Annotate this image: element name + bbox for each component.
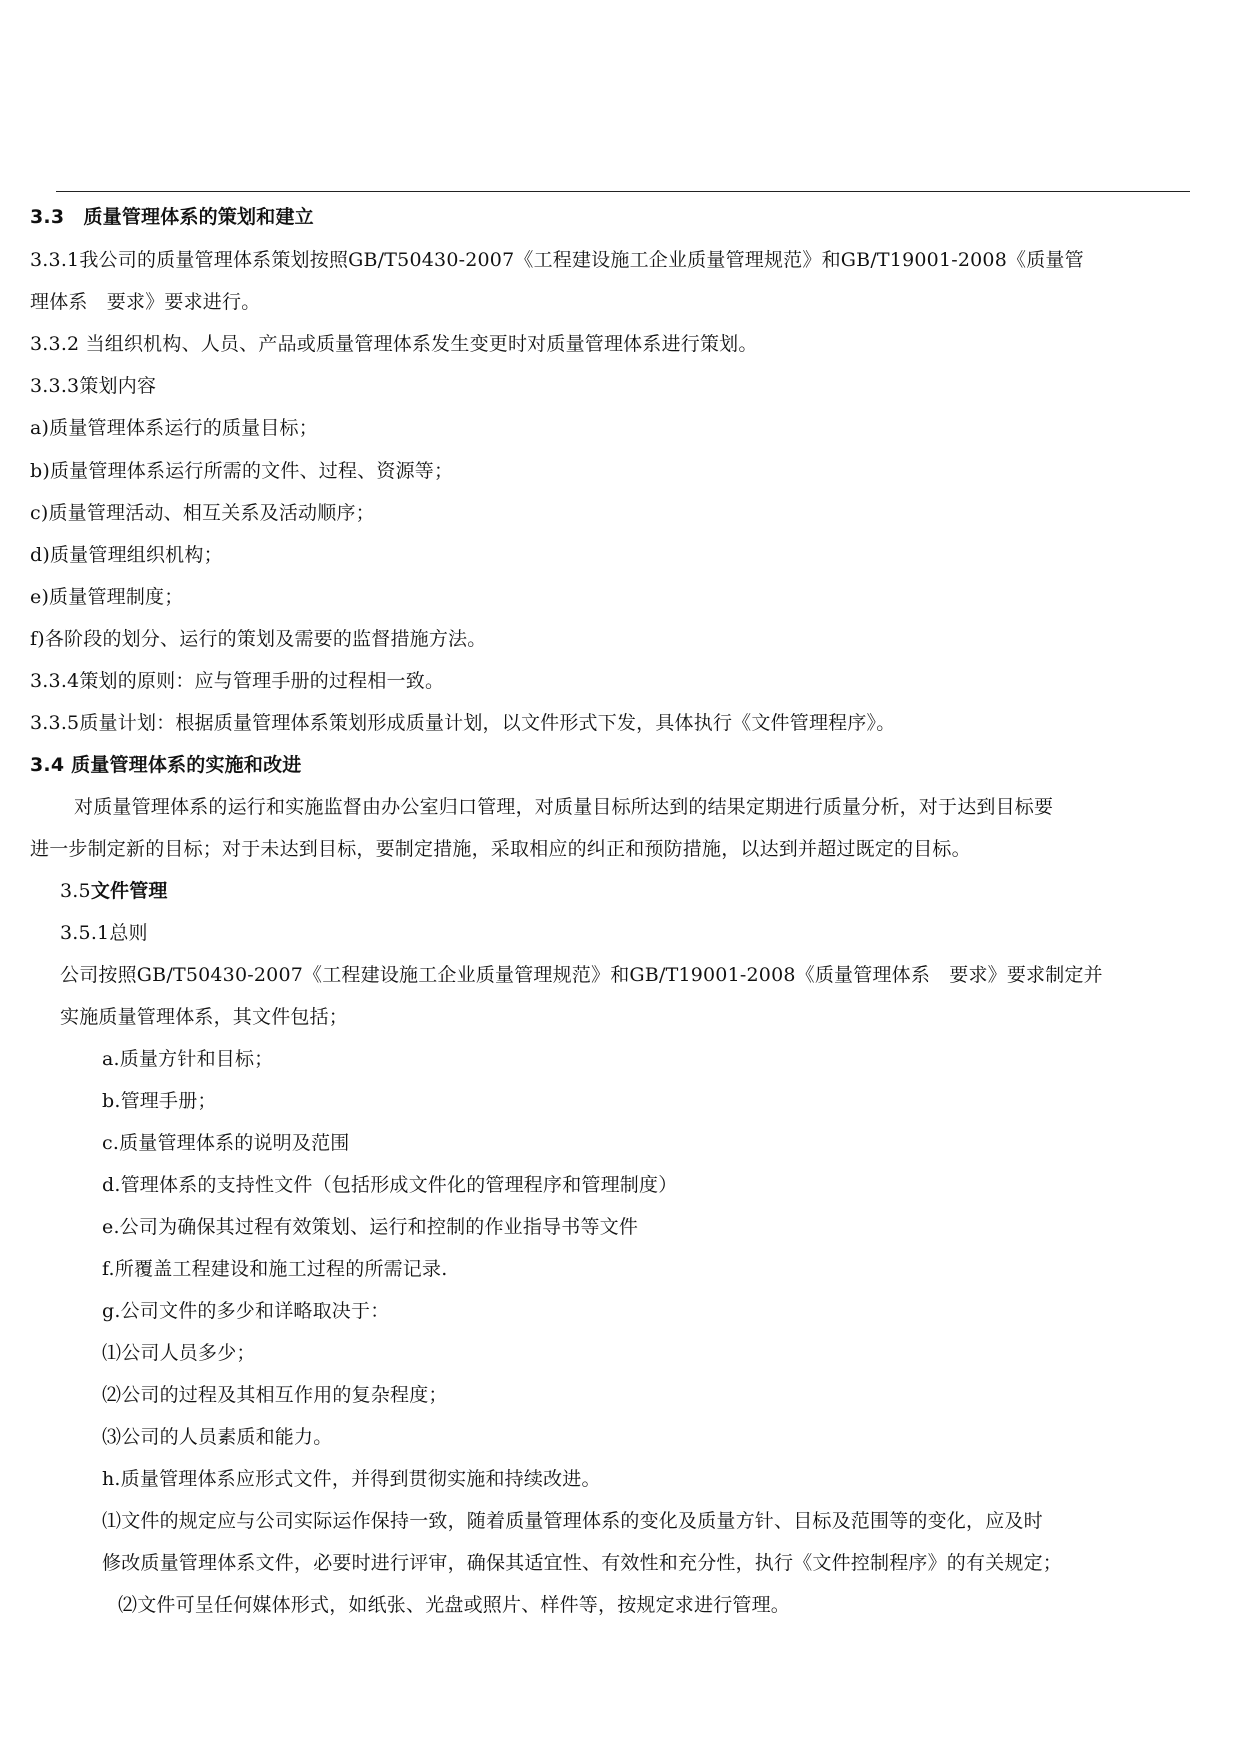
section-3-5-title: 文件管理 [90, 880, 168, 902]
document-item-c: c.质量管理体系的说明及范围 [102, 1132, 350, 1154]
clause-3-3-3: 3.3.3策划内容 [30, 375, 157, 397]
document-item-h-1-line2: 修改质量管理体系文件，必要时进行评审，确保其适宜性、有效性和充分性，执行《文件控制程序》的有关规定； [102, 1552, 1063, 1574]
planning-item-c: c)质量管理活动、相互关系及活动顺序； [30, 502, 375, 524]
clause-3-3-5: 3.3.5质量计划：根据质量管理体系策划形成质量计划，以文件形式下发，具体执行《文件管理程序》。 [30, 712, 896, 734]
section-3-5-number: 3.5 [60, 880, 91, 902]
document-item-g-3: ⑶公司的人员素质和能力。 [102, 1426, 333, 1448]
section-3-4-para-line2: 进一步制定新的目标；对于未达到目标，要制定措施，采取相应的纠正和预防措施，以达到并超过既定的目标。 [30, 838, 971, 860]
clause-3-3-1-line2: 理体系 要求》要求进行。 [30, 291, 261, 313]
document-item-g-1: ⑴公司人员多少； [102, 1342, 256, 1364]
document-item-f: f.所覆盖工程建设和施工过程的所需记录. [102, 1258, 448, 1280]
clause-3-3-1-line1: 3.3.1我公司的质量管理体系策划按照GB/T50430-2007《工程建设施工企业质量管理规范》和GB/T19001-2008《质量管 [30, 249, 1084, 271]
document-item-h: h.质量管理体系应形式文件，并得到贯彻实施和持续改进。 [102, 1468, 601, 1490]
document-item-h-1-line1: ⑴文件的规定应与公司实际运作保持一致，随着质量管理体系的变化及质量方针、目标及范围等的变化，应及时 [102, 1510, 1043, 1532]
section-3-4-para-line1: 对质量管理体系的运行和实施监督由办公室归口管理，对质量目标所达到的结果定期进行质量分析，对于达到目标要 [74, 796, 1054, 818]
planning-item-f: f)各阶段的划分、运行的策划及需要的监督措施方法。 [30, 628, 487, 650]
section-3-5-intro-line2: 实施质量管理体系，其文件包括； [60, 1006, 349, 1028]
planning-item-e: e)质量管理制度； [30, 586, 184, 608]
planning-item-d: d)质量管理组织机构； [30, 544, 223, 566]
document-item-a: a.质量方针和目标； [102, 1048, 274, 1070]
document-item-g: g.公司文件的多少和详略取决于： [102, 1300, 390, 1322]
planning-item-b: b)质量管理体系运行所需的文件、过程、资源等； [30, 460, 454, 482]
section-3-3-heading: 3.3 质量管理体系的策划和建立 [30, 206, 314, 228]
planning-item-a: a)质量管理体系运行的质量目标； [30, 417, 318, 439]
clause-3-3-4: 3.3.4策划的原则：应与管理手册的过程相一致。 [30, 670, 445, 692]
clause-3-3-2: 3.3.2 当组织机构、人员、产品或质量管理体系发生变更时对质量管理体系进行策划。 [30, 333, 758, 355]
section-3-5-heading [60, 879, 168, 903]
document-item-h-2: ⑵文件可呈任何媒体形式，如纸张、光盘或照片、样件等，按规定求进行管理。 [118, 1594, 791, 1616]
document-item-b: b.管理手册； [102, 1090, 217, 1112]
clause-3-5-1: 3.5.1总则 [60, 922, 148, 944]
header-rule [56, 191, 1190, 192]
document-item-d: d.管理体系的支持性文件（包括形成文件化的管理程序和管理制度） [102, 1174, 678, 1196]
section-3-4-heading: 3.4 质量管理体系的实施和改进 [30, 754, 302, 776]
document-item-e: e.公司为确保其过程有效策划、运行和控制的作业指导书等文件 [102, 1216, 639, 1238]
document-item-g-2: ⑵公司的过程及其相互作用的复杂程度； [102, 1384, 448, 1406]
section-3-5-intro-line1: 公司按照GB/T50430-2007《工程建设施工企业质量管理规范》和GB/T19001-2008《质量管理体系 要求》要求制定并 [60, 964, 1103, 986]
